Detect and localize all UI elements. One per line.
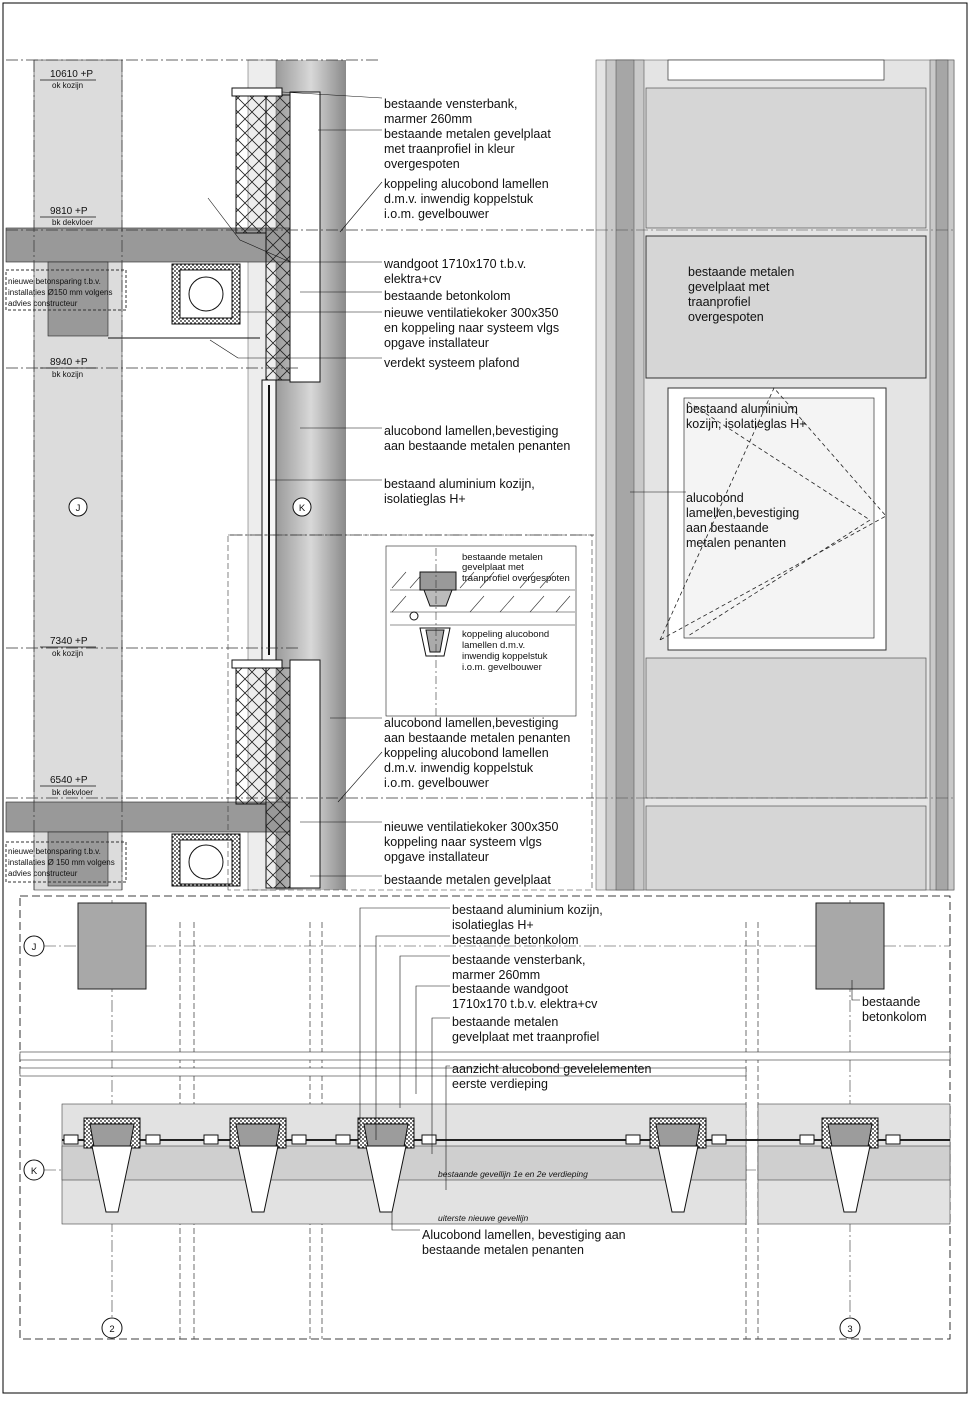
penant-left-core [616, 60, 634, 890]
section-label-8 [384, 716, 570, 745]
parapet-insulation-upper [236, 95, 266, 233]
section-label-8-2: aan bestaande metalen penanten [384, 731, 571, 745]
section-label-4-1: nieuwe ventilatiekoker 300x350 [384, 306, 559, 320]
plan-label-0 [452, 903, 603, 932]
plan-view [20, 900, 950, 1339]
plan-line-gevel-label: bestaande gevellijn 1e en 2e verdieping [438, 1169, 588, 1179]
section-label-2-2: elektra+cv [384, 272, 442, 286]
section-label-2-1: wandgoot 1710x170 t.b.v. [384, 257, 527, 271]
plan-label-2 [452, 953, 585, 982]
duct-opening-lower [189, 845, 223, 879]
elevation-view [596, 60, 954, 890]
plan-label-1: bestaande betonkolom [452, 933, 579, 947]
elevation-label-2-1: alucobond [686, 491, 744, 505]
level-value-4: 7340 +P [50, 636, 88, 647]
section-label-1-1: koppeling alucobond lamellen [384, 177, 549, 191]
detail-label-1-1: koppeling alucobond [462, 629, 550, 640]
detail-label-1-2: lamellen d.m.v. [462, 640, 526, 651]
window-sill-lower [232, 660, 282, 668]
section-label-0-3: bestaande metalen gevelplaat [384, 127, 551, 141]
plan-sill-strip [20, 1052, 950, 1060]
facade-plate-lower [290, 660, 320, 888]
section-label-10-2: koppeling naar systeem vlgs [384, 835, 542, 849]
section-label-4-2: en koppeling naar systeem vlgs [384, 321, 560, 335]
penant-right-core [936, 60, 948, 890]
section-label-9-1: koppeling alucobond lamellen [384, 746, 549, 760]
side-section [6, 60, 594, 890]
level-sub-5: bk dekvloer [52, 788, 93, 797]
facade-insulation-upper [266, 95, 290, 380]
elevation-label-2-4: metalen penanten [686, 536, 787, 550]
section-label-1-2: d.m.v. inwendig koppelstuk [384, 192, 534, 206]
slab-note-lower-line-2: installaties Ø 150 mm volgens [8, 858, 115, 867]
plan-bottom-label [422, 1228, 626, 1257]
plan-label-4-1: bestaande metalen [452, 1015, 559, 1029]
section-label-10-3: opgave installateur [384, 850, 489, 864]
plan-label-5-1: aanzicht alucobond gevelelementen [452, 1062, 652, 1076]
elevation-label-0-3: traanprofiel [688, 295, 751, 309]
plan-column-label-right [862, 995, 927, 1024]
grid-label-3: 3 [847, 1324, 853, 1335]
plan-label-0-2: isolatieglas H+ [452, 918, 534, 932]
section-label-0-4: met traanprofiel in kleur [384, 142, 515, 156]
floor-slab-lower [6, 802, 298, 832]
section-label-1-3: i.o.m. gevelbouwer [384, 207, 489, 221]
section-label-6 [384, 424, 570, 453]
plan-label-5 [452, 1062, 651, 1091]
facade-panel-bottom [646, 806, 926, 890]
elevation-label-2-3: aan bestaande [686, 521, 769, 535]
grid-label-2: 2 [109, 1324, 115, 1335]
section-label-7-1: bestaand aluminium kozijn, [384, 477, 535, 491]
plan-column-label-right-2: betonkolom [862, 1010, 927, 1024]
section-label-11: bestaande metalen gevelplaat [384, 873, 551, 887]
grid-label-j-section: J [75, 503, 81, 514]
level-sub-4: ok kozijn [52, 649, 84, 658]
section-label-0-1: bestaande vensterbank, [384, 97, 518, 111]
section-label-9-2: d.m.v. inwendig koppelstuk [384, 761, 534, 775]
elevation-label-0-1: bestaande metalen [688, 265, 795, 279]
section-label-9-3: i.o.m. gevelbouwer [384, 776, 489, 790]
plan-label-2-1: bestaande vensterbank, [452, 953, 586, 967]
elevation-label-0-2: gevelplaat met [688, 280, 770, 294]
section-label-10 [384, 820, 558, 864]
section-label-8-1: alucobond lamellen,bevestiging [384, 716, 559, 730]
section-label-0 [384, 97, 551, 171]
plan-bottom-label-1: Alucobond lamellen, bevestiging aan [422, 1228, 626, 1242]
detail-label-1-4: i.o.m. gevelbouwer [462, 662, 542, 673]
plan-label-2-2: marmer 260mm [452, 968, 541, 982]
level-sub-2: bk dekvloer [52, 218, 93, 227]
facade-panel-lower [646, 658, 926, 798]
level-value-1: 10610 +P [50, 69, 94, 80]
plan-label-4-2: gevelplaat met traanprofiel [452, 1030, 600, 1044]
elevation-label-2-2: lamellen,bevestiging [686, 506, 800, 520]
parapet-insulation-lower [236, 668, 266, 804]
elevation-label-1-1: bestaand aluminium [686, 402, 798, 416]
level-value-5: 6540 +P [50, 775, 88, 786]
grid-label-k-section: K [298, 503, 306, 514]
facade-plate-upper [290, 92, 320, 382]
plan-column-3 [816, 903, 884, 989]
grid-label-k-plan: K [30, 1166, 38, 1177]
plan-column-label-right-1: bestaande [862, 995, 921, 1009]
slab-note-upper-line-3: advies constructeur [8, 299, 78, 308]
elevation-label-1-2: kozijn, isolatieglas H+ [686, 417, 807, 431]
column-j [34, 60, 122, 890]
detail-label-0-2: gevelplaat met [462, 562, 524, 573]
section-label-7 [384, 477, 535, 506]
duct-opening-upper [189, 277, 223, 311]
grid-label-j-plan: J [31, 942, 37, 953]
plan-line-new-label: uiterste nieuwe gevellijn [438, 1213, 529, 1223]
level-sub-1: ok kozijn [52, 81, 84, 90]
section-label-6-1: alucobond lamellen,bevestiging [384, 424, 559, 438]
elevation-label-1 [686, 402, 807, 431]
detail-label-1-3: inwendig koppelstuk [462, 651, 548, 662]
section-label-3: bestaande betonkolom [384, 289, 511, 303]
section-label-5: verdekt systeem plafond [384, 356, 520, 370]
section-label-0-5: overgespoten [384, 157, 460, 171]
plan-bottom-label-2: bestaande metalen penanten [422, 1243, 584, 1257]
plan-label-3-1: bestaande wandgoot [452, 982, 569, 996]
section-label-0-2: marmer 260mm [384, 112, 473, 126]
plan-column-2 [78, 903, 146, 989]
section-label-4 [384, 306, 559, 350]
window-top-partial [668, 60, 884, 80]
plan-label-5-2: eerste verdieping [452, 1077, 548, 1091]
plan-label-3-2: 1710x170 t.b.v. elektra+cv [452, 997, 598, 1011]
plan-label-3 [452, 982, 598, 1011]
detail-label-0-3: traanprofiel overgespoten [462, 573, 570, 584]
section-label-9 [384, 746, 549, 790]
level-value-2: 9810 +P [50, 206, 88, 217]
section-label-2 [383, 257, 526, 286]
level-sub-3: bk kozijn [52, 370, 84, 379]
section-label-1 [384, 177, 549, 221]
detail-label-0-1: bestaande metalen [462, 552, 543, 563]
elevation-label-0-4: overgespoten [688, 310, 764, 324]
level-value-3: 8940 +P [50, 357, 88, 368]
window-sill-upper [232, 88, 282, 96]
plan-label-0-1: bestaand aluminium kozijn, [452, 903, 603, 917]
slab-note-upper-line-1: nieuwe betonsparing t.b.v. [8, 277, 101, 286]
facade-panel-upper [646, 88, 926, 228]
slab-note-lower-line-1: nieuwe betonsparing t.b.v. [8, 847, 101, 856]
section-label-6-2: aan bestaande metalen penanten [384, 439, 571, 453]
slab-note-upper-line-2: installaties Ø150 mm volgens [8, 288, 113, 297]
section-label-4-3: opgave installateur [384, 336, 489, 350]
plan-label-4 [452, 1015, 599, 1044]
section-label-7-2: isolatieglas H+ [384, 492, 466, 506]
slab-note-lower-line-3: advies constructeur [8, 869, 78, 878]
section-label-10-1: nieuwe ventilatiekoker 300x350 [384, 820, 559, 834]
facade-insulation-lower [266, 668, 290, 888]
